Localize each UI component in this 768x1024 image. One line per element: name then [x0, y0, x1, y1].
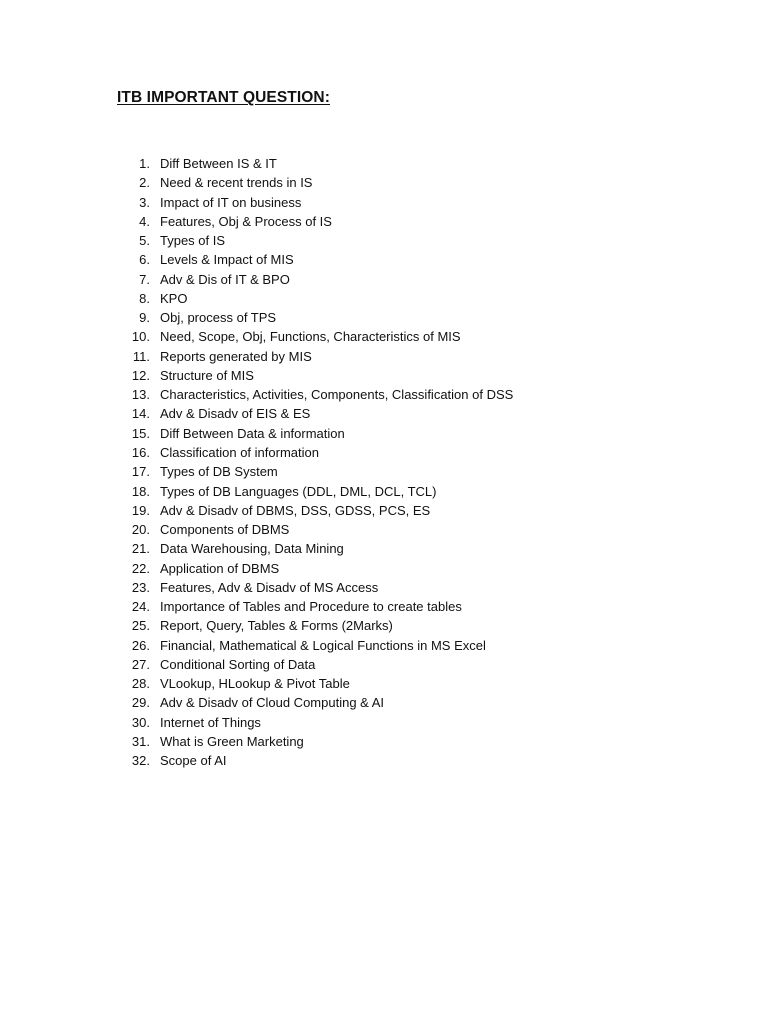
question-number: 11. [132, 348, 150, 364]
question-number: 27. [131, 656, 150, 672]
question-number: 19. [131, 502, 150, 518]
question-text: Features, Adv & Disadv of MS Access [160, 579, 379, 595]
question-number: 31. [131, 733, 150, 749]
question-number: 23. [131, 579, 150, 595]
question-number: 25. [131, 618, 150, 634]
question-number: 28. [131, 676, 150, 692]
question-text: Need & recent trends in IS [160, 175, 313, 191]
question-text: Report, Query, Tables & Forms (2Marks) [160, 618, 393, 634]
question-text: Impact of IT on business [160, 194, 302, 210]
question-number: 18. [131, 483, 150, 499]
question-number: 29. [131, 695, 150, 711]
question-text: Classification of information [160, 444, 319, 460]
question-text: Types of DB System [160, 464, 278, 480]
question-text: Internet of Things [160, 714, 261, 730]
question-text: Levels & Impact of MIS [160, 252, 294, 268]
question-text: VLookup, HLookup & Pivot Table [160, 676, 350, 692]
question-number: 26. [131, 637, 150, 653]
question-text: Structure of MIS [160, 367, 254, 383]
question-number: 12. [131, 367, 150, 383]
question-text: Scope of AI [160, 753, 227, 769]
question-number: 8. [139, 290, 150, 306]
question-text: Adv & Disadv of EIS & ES [160, 406, 311, 422]
question-number: 32. [131, 753, 150, 769]
question-text: Financial, Mathematical & Logical Functions in MS Excel [160, 637, 486, 653]
question-text: Types of DB Languages (DDL, DML, DCL, TCL) [160, 483, 437, 499]
question-number: 4. [139, 213, 150, 229]
question-text: KPO [160, 290, 188, 306]
question-text: Characteristics, Activities, Components, Classification of DSS [160, 387, 514, 403]
question-number: 30. [131, 714, 150, 730]
question-text: Application of DBMS [160, 560, 280, 576]
question-text: Importance of Tables and Procedure to create tables [160, 599, 462, 615]
question-number: 10. [131, 329, 150, 345]
question-text: Diff Between Data & information [160, 425, 345, 441]
question-text: Components of DBMS [160, 522, 290, 538]
page-title: ITB IMPORTANT QUESTION: [117, 89, 330, 106]
question-number: 7. [139, 271, 150, 287]
question-number: 9. [139, 310, 150, 326]
question-number: 15. [131, 425, 150, 441]
question-text: Need, Scope, Obj, Functions, Characteristics of MIS [160, 329, 461, 345]
question-number: 21. [131, 541, 150, 557]
question-number: 13. [131, 387, 150, 403]
question-number: 17. [131, 464, 150, 480]
question-text: Diff Between IS & IT [160, 156, 277, 171]
question-number: 24. [131, 599, 150, 615]
question-text: Types of IS [160, 233, 226, 249]
question-text: Data Warehousing, Data Mining [160, 541, 344, 557]
question-text: What is Green Marketing [160, 733, 304, 749]
question-text: Conditional Sorting of Data [160, 656, 316, 672]
question-number: 20. [131, 522, 150, 538]
question-text: Adv & Disadv of Cloud Computing & AI [160, 695, 385, 711]
question-number: 14. [131, 406, 150, 422]
question-text: Reports generated by MIS [160, 348, 312, 364]
question-text: Obj, process of TPS [160, 310, 277, 326]
question-text: Features, Obj & Process of IS [160, 213, 332, 229]
question-number: 16. [131, 444, 150, 460]
question-number: 3. [139, 194, 150, 210]
question-number: 5. [139, 233, 150, 249]
question-number: 1. [139, 156, 150, 171]
question-number: 6. [139, 252, 150, 268]
question-number: 22. [131, 560, 150, 576]
question-number: 2. [139, 175, 150, 191]
question-text: Adv & Dis of IT & BPO [160, 271, 290, 287]
question-text: Adv & Disadv of DBMS, DSS, GDSS, PCS, ES [160, 502, 431, 518]
